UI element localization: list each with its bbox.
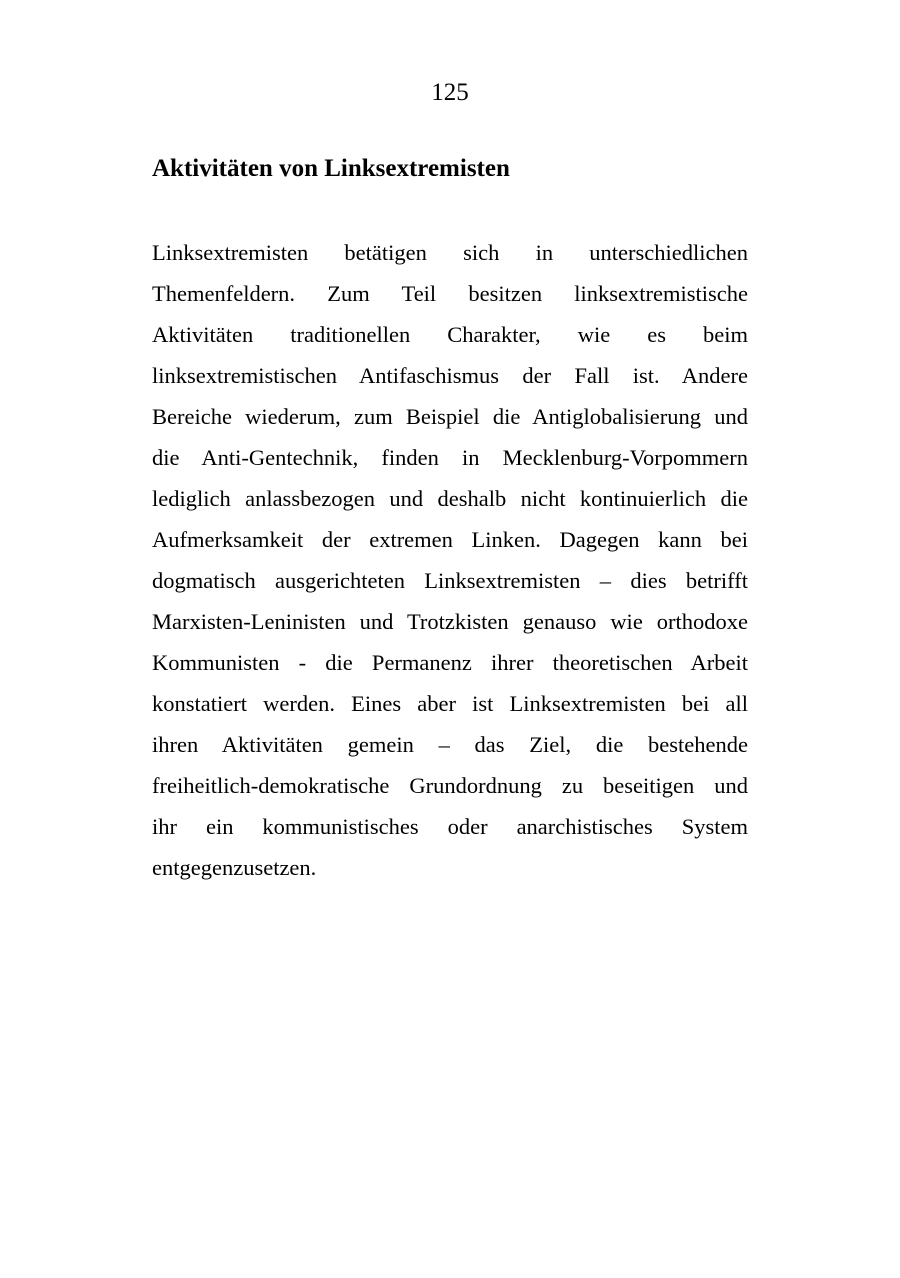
section-heading: Aktivitäten von Linksextremisten bbox=[152, 155, 510, 182]
paragraph-line: linksextremistischen Antifaschismus der Fall ist. Andere bbox=[152, 363, 748, 388]
paragraph-line: Kommunisten - die Permanenz ihrer theoretischen Arbeit bbox=[152, 650, 748, 675]
paragraph-line: dogmatisch ausgerichteten Linksextremisten – dies betrifft bbox=[152, 568, 748, 593]
paragraph-line: Linksextremisten betätigen sich in unterschiedlichen bbox=[152, 240, 748, 265]
paragraph-line: konstatiert werden. Eines aber ist Linksextremisten bei all bbox=[152, 691, 748, 716]
paragraph-line: Marxisten-Leninisten und Trotzkisten genauso wie orthodoxe bbox=[152, 609, 748, 634]
paragraph-line: ihren Aktivitäten gemein – das Ziel, die bestehende bbox=[152, 732, 748, 757]
paragraph-line: Bereiche wiederum, zum Beispiel die Antiglobalisierung und bbox=[152, 404, 748, 429]
body-paragraph bbox=[152, 232, 748, 888]
paragraph-line: freiheitlich-demokratische Grundordnung zu beseitigen und bbox=[152, 773, 748, 798]
paragraph-line: ihr ein kommunistisches oder anarchistisches System bbox=[152, 814, 748, 839]
paragraph-line: Themenfeldern. Zum Teil besitzen linksextremistische bbox=[152, 281, 748, 306]
page-number: 125 bbox=[431, 79, 469, 106]
paragraph-line: Aufmerksamkeit der extremen Linken. Dagegen kann bei bbox=[152, 527, 748, 552]
paragraph-line: Aktivitäten traditionellen Charakter, wie es beim bbox=[152, 322, 748, 347]
paragraph-line: lediglich anlassbezogen und deshalb nicht kontinuierlich die bbox=[152, 486, 748, 511]
paragraph-line: die Anti-Gentechnik, finden in Mecklenburg-Vorpommern bbox=[152, 445, 748, 470]
paragraph-line: entgegenzusetzen. bbox=[152, 855, 317, 880]
